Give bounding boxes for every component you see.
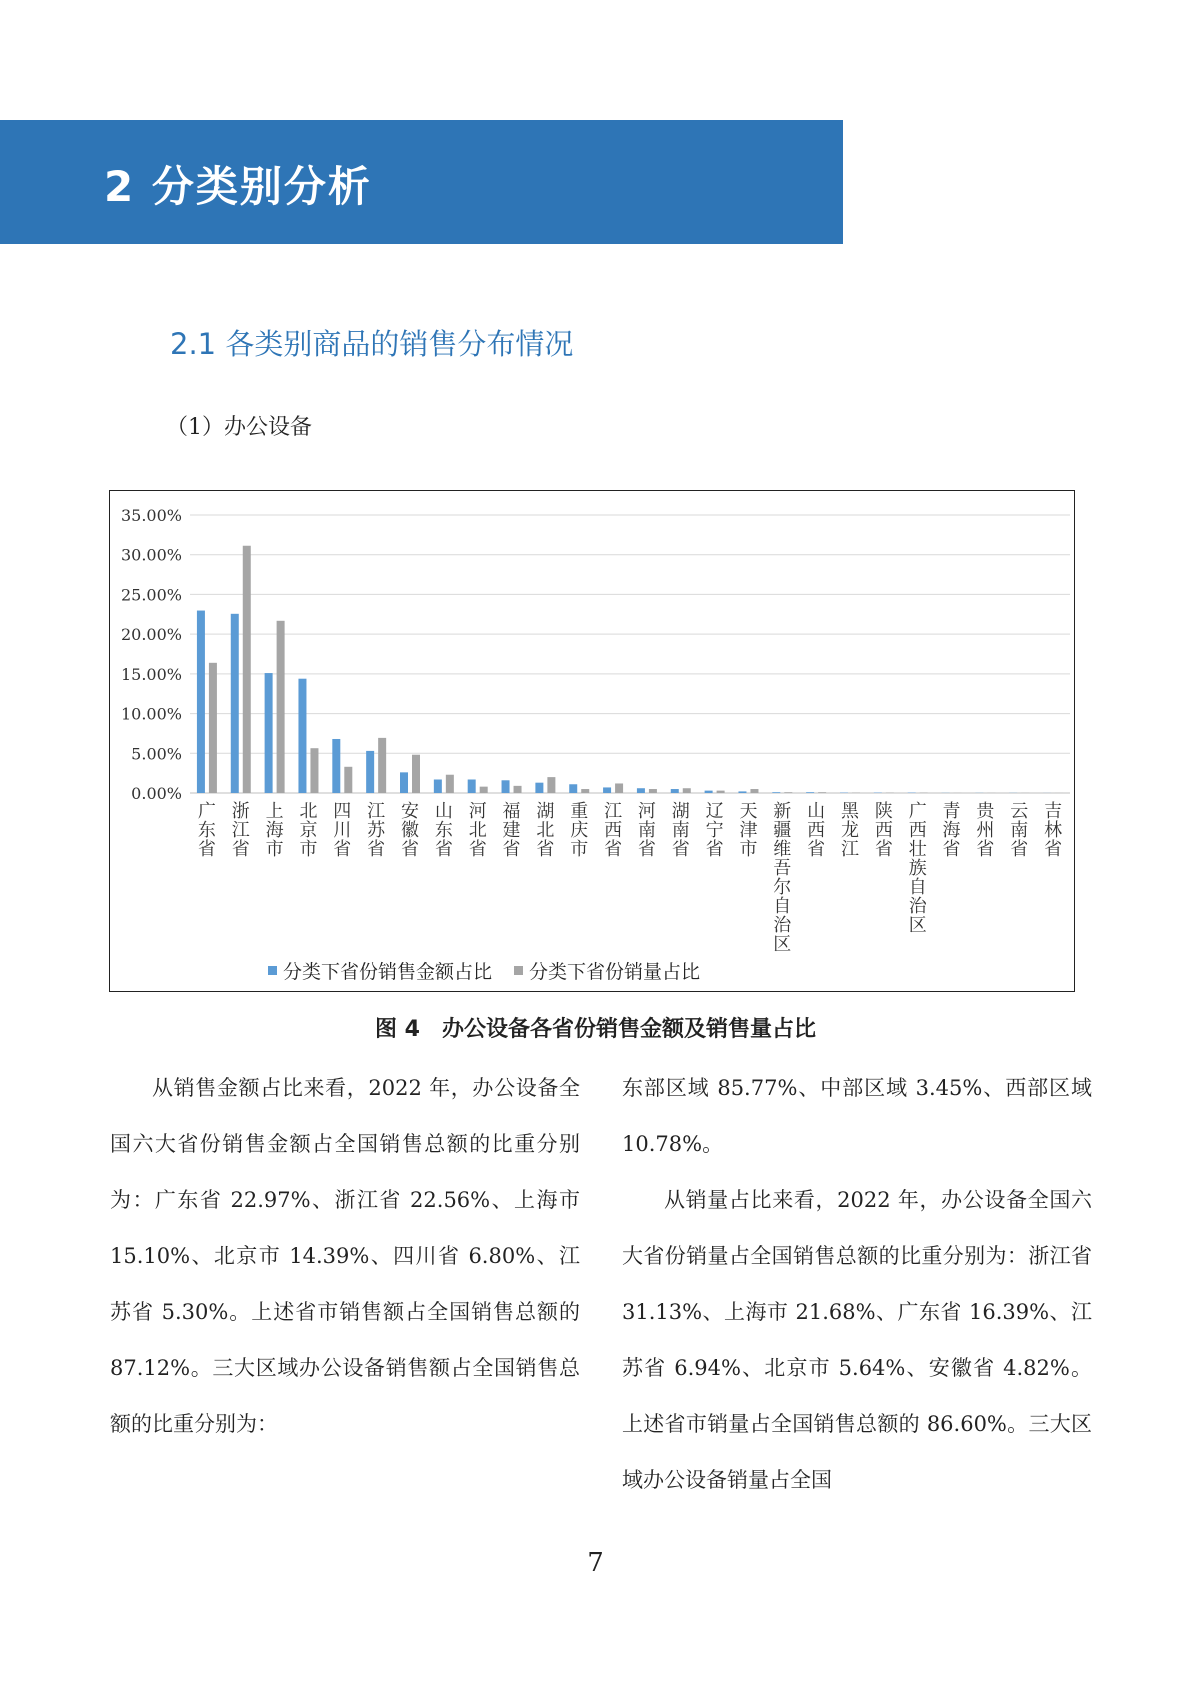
- x-tick-label: 江苏省: [367, 801, 386, 860]
- bar-sales-volume: [750, 789, 758, 793]
- body-column-right: [622, 1060, 1092, 1508]
- x-tick-label: 山东省: [434, 801, 453, 860]
- bar-sales-amount: [366, 751, 374, 793]
- x-tick-label: 四川省: [333, 801, 352, 860]
- x-tick-label: 重庆市: [570, 801, 589, 860]
- legend-label-volume: 分类下省份销量占比: [529, 961, 701, 983]
- y-tick-label: 35.00%: [120, 506, 182, 525]
- bar-sales-volume: [581, 789, 589, 793]
- bar-sales-amount: [332, 739, 340, 793]
- y-tick-label: 25.00%: [120, 585, 182, 605]
- bar-sales-amount: [434, 779, 442, 793]
- body-paragraph: 东部区域 85.77%、中部区域 3.45%、西部区域 10.78%。: [622, 1076, 1092, 1156]
- figure-caption: 图 4 办公设备各省份销售金额及销售量占比: [375, 1017, 816, 1042]
- bar-sales-amount: [603, 787, 611, 793]
- x-tick-label: 福建省: [502, 801, 521, 860]
- bar-sales-volume: [243, 546, 251, 793]
- y-tick-label: 0.00%: [131, 784, 182, 803]
- x-tick-label: 陕西省: [874, 801, 893, 860]
- bar-sales-amount: [569, 784, 577, 793]
- bar-sales-volume: [480, 787, 488, 793]
- legend-swatch-amount: [268, 966, 277, 975]
- body-paragraph: 从销量占比来看，2022 年，办公设备全国六大省份销量占全国销售总额的比重分别为：浙江省 31.13%、上海市 21.68%、广东省 16.39%、江苏省 6.94%、北京市 5.64%、安徽省 4.82%。上述省市销量占全国销售总额的 86.60%。三大区域办公设备销量占全国: [622, 1188, 1092, 1492]
- body-paragraph: 从销售金额占比来看，2022 年，办公设备全国六大省份销售金额占全国销售总额的比重分别为：广东省 22.97%、浙江省 22.56%、上海市 15.10%、北京市 14.39%、四川省 6.80%、江苏省 5.30%。上述省市销售额占全国销售总额的 87.12%。三大区域办公设备销售额占全国销售总额的比重分别为：: [110, 1076, 580, 1436]
- x-tick-label: 河南省: [637, 801, 656, 860]
- bar-sales-volume: [784, 792, 792, 793]
- x-tick-label: 上海市: [265, 801, 284, 860]
- x-tick-label: 黑龙江: [841, 801, 859, 860]
- bar-sales-amount: [705, 791, 713, 793]
- x-tick-label: 广东省: [197, 801, 216, 860]
- x-tick-label: 湖北省: [536, 801, 555, 860]
- legend-item-amount: [268, 957, 492, 984]
- bar-sales-volume: [344, 767, 352, 793]
- bar-sales-amount: [265, 673, 273, 793]
- bar-sales-volume: [514, 786, 522, 793]
- x-tick-label: 云南省: [1010, 801, 1029, 860]
- chart-legend: [268, 957, 700, 984]
- y-tick-label: 30.00%: [120, 545, 182, 565]
- bar-sales-volume: [717, 791, 725, 793]
- bar-sales-volume: [818, 792, 826, 793]
- x-tick-label: 辽宁省: [705, 801, 724, 860]
- bar-sales-amount: [671, 789, 679, 793]
- bar-sales-volume: [310, 748, 318, 793]
- y-tick-label: 10.00%: [120, 704, 182, 724]
- bar-sales-volume: [683, 788, 691, 793]
- bar-sales-amount: [738, 791, 746, 793]
- bar-sales-volume: [378, 738, 386, 793]
- chart-canvas: [110, 491, 1076, 993]
- y-tick-label: 15.00%: [120, 664, 182, 684]
- bar-sales-volume: [615, 783, 623, 793]
- bar-sales-amount: [637, 788, 645, 793]
- x-tick-label: 广西壮族自治区: [908, 801, 927, 936]
- x-tick-label: 吉林省: [1044, 801, 1063, 860]
- bar-sales-amount: [772, 792, 780, 793]
- x-tick-label: 河北省: [468, 801, 487, 860]
- bar-sales-volume: [547, 777, 555, 793]
- x-tick-label: 贵州省: [976, 801, 995, 860]
- bar-sales-amount: [502, 780, 510, 793]
- bar-sales-amount: [231, 614, 239, 793]
- legend-item-volume: [514, 957, 700, 984]
- x-tick-label: 湖南省: [671, 801, 690, 860]
- bar-chart: [109, 490, 1075, 992]
- subsection-title: （1）办公设备: [166, 415, 312, 440]
- x-tick-label: 安徽省: [401, 801, 419, 860]
- legend-swatch-volume: [514, 966, 523, 975]
- y-tick-label: 5.00%: [131, 744, 182, 764]
- bar-sales-amount: [298, 679, 306, 793]
- bar-sales-amount: [400, 772, 408, 793]
- bar-sales-volume: [209, 663, 217, 793]
- x-tick-label: 北京市: [299, 801, 318, 860]
- bar-sales-amount: [197, 611, 205, 793]
- bar-sales-volume: [277, 621, 285, 793]
- bar-sales-amount: [468, 779, 476, 793]
- x-tick-label: 天津市: [739, 801, 758, 860]
- legend-label-amount: 分类下省份销售金额占比: [283, 961, 493, 983]
- y-tick-label: 20.00%: [120, 625, 182, 645]
- bar-sales-volume: [412, 755, 420, 793]
- bar-sales-amount: [806, 792, 814, 793]
- x-tick-label: 山西省: [807, 801, 826, 860]
- chapter-title: 2 分类别分析: [104, 162, 372, 211]
- body-column-left: [110, 1060, 580, 1452]
- bar-sales-amount: [535, 783, 543, 793]
- page-number: 7: [587, 1548, 604, 1578]
- section-title: 2.1 各类别商品的销售分布情况: [170, 327, 574, 361]
- x-tick-label: 江西省: [604, 801, 623, 860]
- chapter-banner: [0, 120, 843, 244]
- x-tick-label: 新疆维吾尔自治区: [773, 801, 792, 955]
- bar-sales-volume: [649, 789, 657, 793]
- x-tick-label: 青海省: [942, 801, 961, 860]
- bar-sales-volume: [446, 775, 454, 793]
- x-tick-label: 浙江省: [231, 801, 250, 860]
